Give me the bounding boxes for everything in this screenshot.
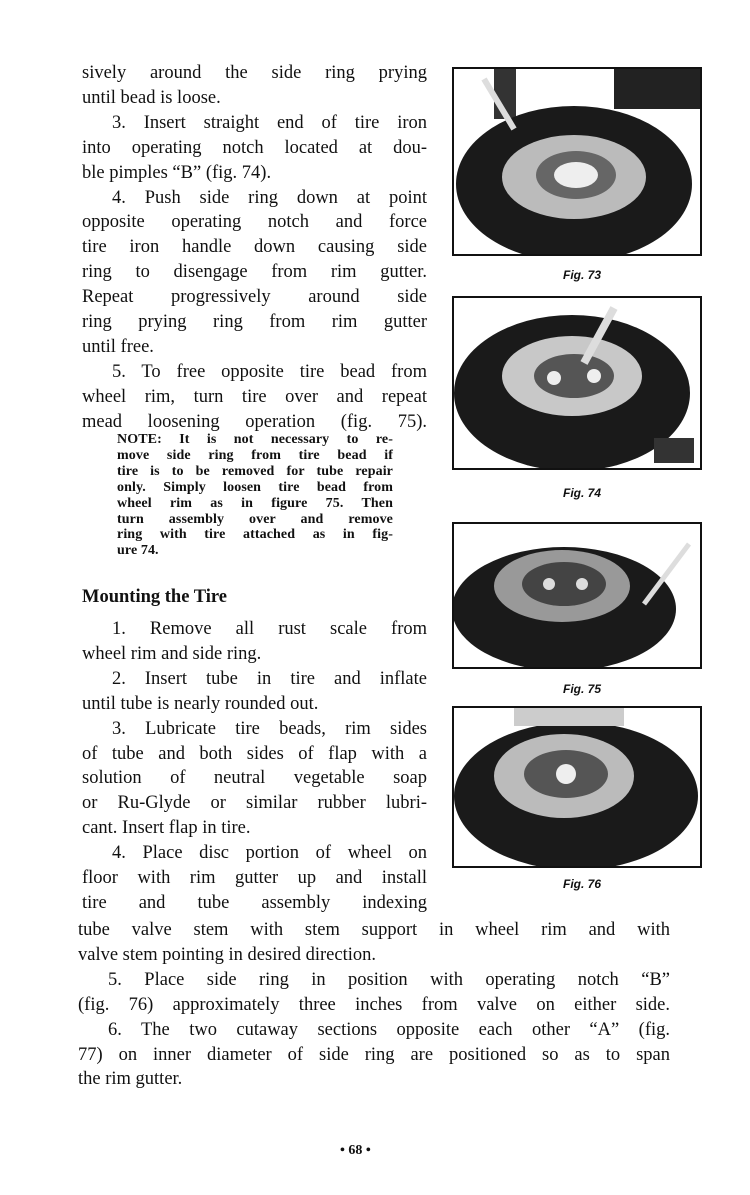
mounting-steps: [82, 617, 427, 916]
text-line: ring to disengage from rim gutter.: [82, 262, 427, 283]
text-line: tube valve stem with stem support in wheel rim and with: [78, 920, 670, 940]
text-line: until free.: [82, 336, 154, 357]
note-line: tire is to be removed for tube repair: [117, 463, 393, 479]
note-line: NOTE: It is not necessary to re-: [117, 432, 393, 447]
figure-76-caption: Fig. 76: [563, 877, 602, 891]
step-3: [82, 111, 427, 186]
text-line: Repeat progressively around side: [82, 287, 427, 308]
text-line: 2. Insert tube in tire and inflate: [112, 668, 427, 689]
text-line: ble pimples “B” (fig. 74).: [82, 162, 272, 183]
text-line: cant. Insert flap in tire.: [82, 818, 251, 839]
text-line: valve stem pointing in desired direction.: [78, 944, 376, 965]
text-line: wheel rim, turn tire over and repeat: [82, 386, 427, 407]
figure-73-caption: Fig. 73: [563, 268, 602, 282]
section-heading: Mounting the Tire: [82, 587, 227, 607]
text-line: the rim gutter.: [78, 1069, 183, 1090]
note-line: ure 74.: [117, 543, 159, 559]
text-line: ring prying ring from rim gutter: [82, 312, 427, 333]
text-line: sively around the side ring prying: [82, 63, 427, 83]
text-line: of tube and both sides of flap with a: [82, 743, 427, 764]
figure-76-tire-image: [452, 706, 702, 868]
text-line: wheel rim and side ring.: [82, 643, 262, 664]
text-line: 5. To free opposite tire bead from: [112, 361, 427, 382]
step-5: [82, 360, 427, 435]
text-line: floor with rim gutter up and install: [82, 868, 427, 889]
note-line: wheel rim as in figure 75. Then: [117, 495, 393, 511]
text-line: 1. Remove all rust scale from: [112, 619, 427, 639]
figure-73-tire-image: [452, 67, 702, 256]
text-line: 4. Push side ring down at point: [112, 187, 427, 208]
text-line: mead loosening operation (fig. 75).: [82, 411, 427, 432]
note-line: only. Simply loosen tire bead from: [117, 479, 393, 495]
text-line: tire iron handle down causing side: [82, 237, 427, 258]
text-line: (fig. 76) approximately three inches from valve on either side.: [78, 994, 670, 1015]
text-line: 6. The two cutaway sections opposite each other “A” (fig.: [108, 1019, 670, 1040]
full-width-text: [78, 918, 670, 1092]
figure-74-tire-image: [452, 296, 702, 470]
text-line: 3. Lubricate tire beads, rim sides: [112, 718, 427, 739]
left-column-text: [82, 61, 427, 435]
paragraph-continuation: [82, 61, 427, 111]
text-line: or Ru-Glyde or similar rubber lubri-: [82, 793, 427, 814]
step-4: [82, 186, 427, 360]
text-line: into operating notch located at dou-: [82, 137, 427, 158]
note-line: move side ring from tire bead if: [117, 447, 393, 463]
text-line: until tube is nearly rounded out.: [82, 693, 319, 714]
text-line: solution of neutral vegetable soap: [82, 768, 427, 789]
note-line: ring with tire attached as in fig-: [117, 527, 393, 543]
text-line: tire and tube assembly indexing: [82, 892, 427, 913]
note-block: [117, 432, 393, 559]
text-line: 77) on inner diameter of side ring are positioned so as to span: [78, 1044, 670, 1065]
text-line: 4. Place disc portion of wheel on: [112, 843, 427, 864]
text-line: 3. Insert straight end of tire iron: [112, 112, 427, 133]
note-line: turn assembly over and remove: [117, 511, 393, 527]
figure-75-tire-image: [452, 522, 702, 669]
text-line: opposite operating notch and force: [82, 212, 427, 233]
figure-75-caption: Fig. 75: [563, 682, 602, 696]
figure-74-caption: Fig. 74: [563, 486, 602, 500]
page-number: • 68 •: [340, 1143, 371, 1158]
text-line: 5. Place side ring in position with operating notch “B”: [108, 969, 670, 990]
text-line: until bead is loose.: [82, 87, 221, 108]
